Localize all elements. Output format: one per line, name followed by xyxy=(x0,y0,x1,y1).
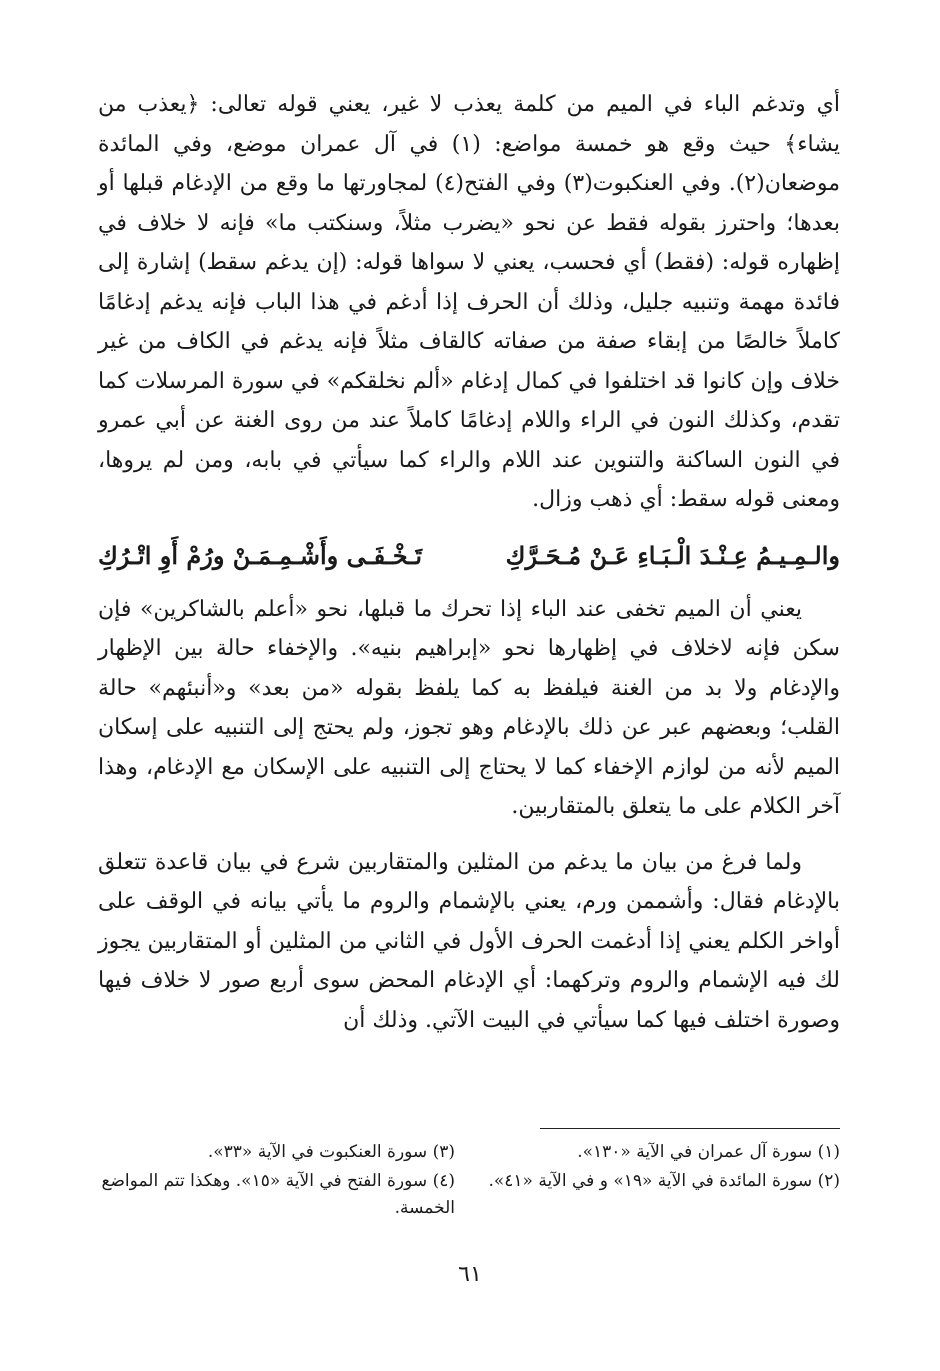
verse-first-hemistich: والـمِـيـمُ عِـنْـدَ الْـبَـاءِ عَـنْ مُـحَـرَّكِ xyxy=(505,540,840,570)
paragraph-2: يعني أن الميم تخفى عند الباء إذا تحرك ما قبلها، نحو «أعلم بالشاكرين» فإن سكن فإنه لاخلاف في إظهارها نحو «إبراهيم بنيه». والإخفاء حالة بين الإظهار والإدغام ولا بد من الغنة فيلفظ به كما يلفظ بقوله «من بعد» و«أنبئهم» حالة القلب؛ وبعضهم عبر عن ذلك بالإدغام وهو تجوز، ولم يحتج إلى التنبيه على إسكان الميم لأنه من لوازم الإخفاء كما لا يحتاج إلى التنبيه على الإسكان مع الإدغام، وهذا آخر الكلام على ما يتعلق بالمتقاربين. xyxy=(98,596,840,819)
verse-second-hemistich: تَـخْـفَـى وأَشْـمِـمَـنْ ورُمْ أَوِ اتْـرُكِ xyxy=(98,540,423,570)
page-body xyxy=(98,85,840,1040)
footnote-4: (٤) سورة الفتح في الآية «١٥». وهكذا تتم المواضع الخمسة. xyxy=(101,1171,455,1218)
footnotes xyxy=(98,1128,840,1222)
paragraph-spacer xyxy=(98,827,840,843)
footnote-2: (٢) سورة المائدة في الآية «١٩» و في الآية «٤١». xyxy=(488,1171,840,1191)
footnote-3: (٣) سورة العنكبوت في الآية «٣٣». xyxy=(207,1142,455,1162)
footnote-grid xyxy=(98,1139,840,1222)
poem-verse xyxy=(98,534,840,578)
page-number: ٦١ xyxy=(458,1262,482,1287)
paragraph-1: أي وتدغم الباء في الميم من كلمة يعذب لا غير، يعني قوله تعالى: ﴿يعذب من يشاء﴾ حيث وقع هو خمسة مواضع: (١) في آل عمران موضع، وفي المائدة موضعان(٢). وفي العنكبوت(٣) وفي الفتح(٤) لمجاورتها ما وقع من الإدغام قبلها أو بعدها؛ واحترز بقوله فقط عن نحو «يضرب مثلاً، وسنكتب ما» فإنه لا خلاف في إظهاره قوله: (فقط) أي فحسب، يعني لا سواها قوله: (إن يدغم سقط) إشارة إلى فائدة مهمة وتنبيه جليل، وذلك أن الحرف إذا أدغم في هذا الباب فإنه يدغم إدغامًا كاملاً خالصًا من إبقاء صفة من صفاته كالقاف مثلاً فإنه يدغم في الكاف من غير خلاف وإن كانوا قد اختلفوا في كمال إدغام «ألم نخلقكم» في سورة المرسلات كما تقدم، وكذلك النون في الراء واللام إدغامًا كاملاً عند من روى الغنة عن أبي عمرو في النون الساكنة والتنوين عند اللام والراء كما سيأتي في بابه، ومن لم يروها، ومعنى قوله سقط: أي ذهب وزال. xyxy=(98,92,841,512)
footnote-1: (١) سورة آل عمران في الآية «١٣٠». xyxy=(577,1142,840,1162)
footnote-divider xyxy=(540,1128,840,1129)
paragraph-3: ولما فرغ من بيان ما يدغم من المثلين والمتقاربين شرع في بيان قاعدة تتعلق بالإدغام فقال: وأشممن ورم، يعني بالإشمام والروم ما يأتي بيانه في الوقف على أواخر الكلم يعني إذا أدغمت الحرف الأول في الثاني من المثلين أو المتقاربين يجوز لك فيه الإشمام والروم وتركهما: أي الإدغام المحض سوى أربع صور لا خلاف فيها وصورة اختلف فيها كما سيأتي في البيت الآتي. وذلك أن xyxy=(98,849,840,1033)
